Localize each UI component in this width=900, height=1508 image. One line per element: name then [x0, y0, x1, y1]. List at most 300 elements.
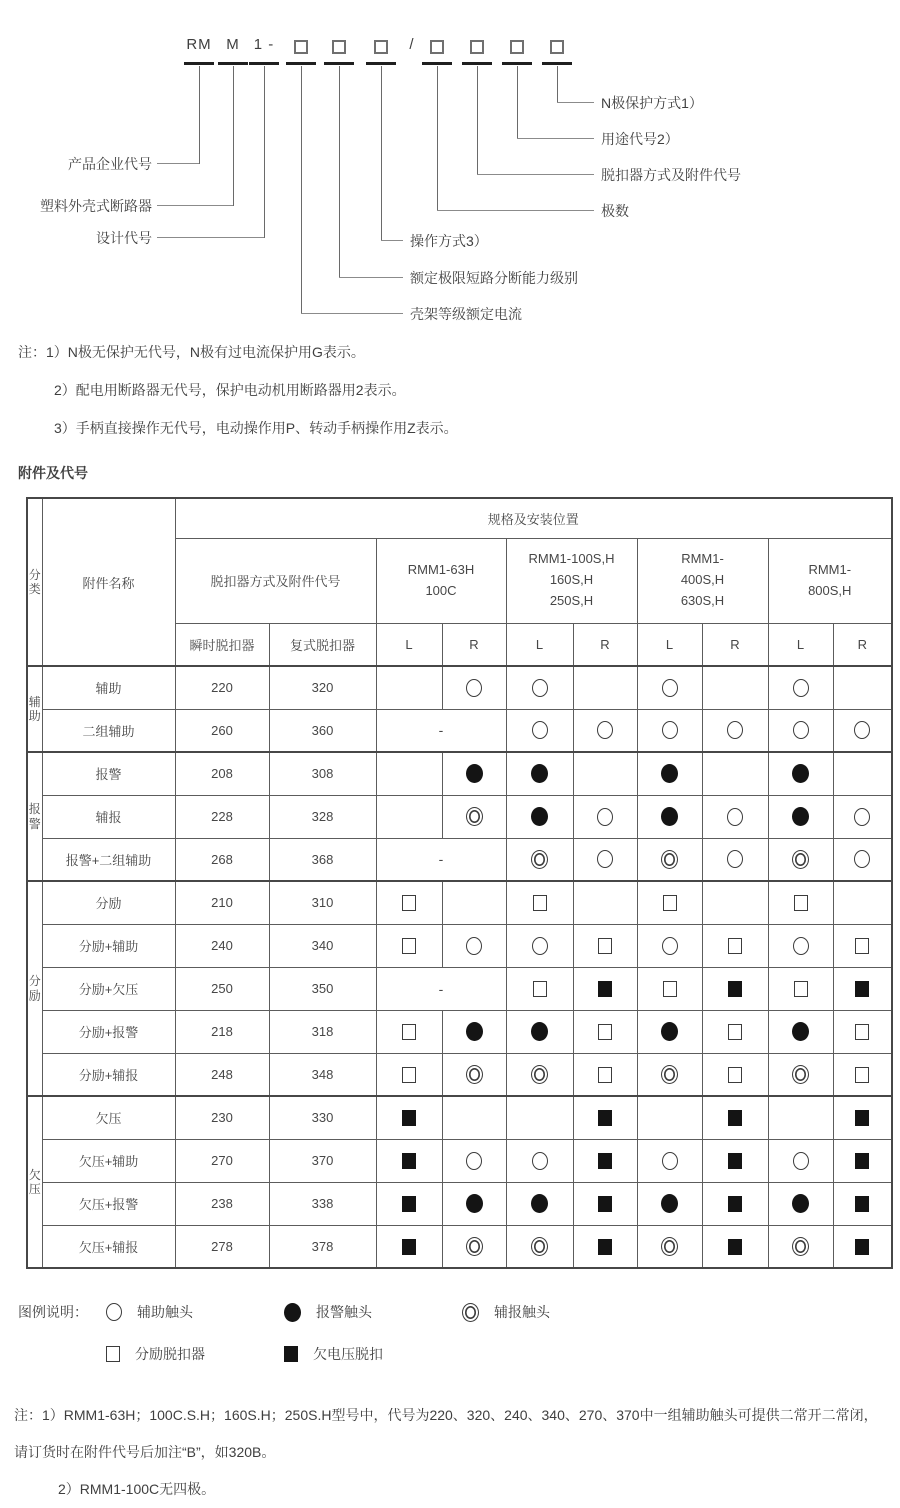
symbol-cell	[573, 1225, 637, 1268]
symbol-cell	[637, 1139, 702, 1182]
symbol-cell	[637, 1182, 702, 1225]
symbol-cell	[833, 752, 892, 795]
instant-trip-code-cell: 210	[175, 881, 269, 924]
leader-horizontal-line	[157, 205, 233, 206]
undervoltage-release-symbol	[598, 1153, 612, 1169]
compound-trip-code-cell: 370	[269, 1139, 376, 1182]
alarm-contact-symbol	[531, 1194, 548, 1213]
symbol-cell	[833, 795, 892, 838]
leader-vertical-line	[233, 66, 234, 206]
aux-alarm-contact-symbol	[466, 807, 483, 826]
legend-row	[18, 1333, 900, 1375]
accessory-name-cell: 分励+辅助	[42, 924, 175, 967]
symbol-cell	[376, 1182, 442, 1225]
symbol-cell	[833, 1225, 892, 1268]
uv-legend-symbol	[284, 1346, 298, 1362]
trip-mode-header: 脱扣器方式及附件代号	[175, 538, 376, 623]
symbol-cell	[833, 1139, 892, 1182]
alarm-contact-symbol	[531, 1022, 548, 1041]
table-row	[27, 1010, 892, 1053]
undervoltage-release-symbol	[728, 981, 742, 997]
aux-contact-symbol	[793, 679, 809, 697]
aux-contact-symbol	[793, 937, 809, 955]
leader-vertical-line	[301, 66, 302, 314]
compound-trip-code-cell: 320	[269, 666, 376, 709]
symbol-cell	[506, 1096, 573, 1139]
shunt-release-symbol	[794, 981, 808, 997]
symbol-cell	[833, 1096, 892, 1139]
symbol-cell	[573, 838, 637, 881]
symbol-cell	[442, 666, 506, 709]
symbol-cell	[506, 1139, 573, 1182]
symbol-cell	[506, 881, 573, 924]
legend-item-label: 报警触头	[316, 1304, 372, 1320]
symbol-cell	[702, 1010, 768, 1053]
legend-item-label: 辅报触头	[494, 1304, 550, 1320]
undervoltage-release-symbol	[855, 1110, 869, 1126]
shunt-release-symbol	[402, 1067, 416, 1083]
undervoltage-release-symbol	[728, 1153, 742, 1169]
accessory-name-cell: 欠压	[42, 1096, 175, 1139]
token-underline	[462, 62, 492, 65]
alarm-contact-symbol	[792, 807, 809, 826]
symbol-cell	[702, 1139, 768, 1182]
mount-side-header: R	[573, 623, 637, 666]
frame-size-header: RMM1-63H 100C	[376, 538, 506, 623]
symbol-cell	[376, 795, 442, 838]
symbol-cell	[376, 1096, 442, 1139]
symbol-cell	[833, 1053, 892, 1096]
undervoltage-release-symbol	[598, 1110, 612, 1126]
symbol-cell	[573, 1053, 637, 1096]
leader-horizontal-line	[157, 163, 199, 164]
aux-contact-symbol	[597, 808, 613, 826]
symbol-cell	[768, 1139, 833, 1182]
table-row	[27, 924, 892, 967]
accessory-name-cell: 欠压+辅报	[42, 1225, 175, 1268]
mount-side-header: R	[833, 623, 892, 666]
code-placeholder-box	[374, 40, 388, 54]
symbol-cell	[506, 924, 573, 967]
symbol-cell	[768, 1053, 833, 1096]
symbol-cell	[702, 795, 768, 838]
undervoltage-release-symbol	[402, 1196, 416, 1212]
legend-item	[284, 1344, 462, 1364]
aux-contact-symbol	[662, 937, 678, 955]
legend-item-label: 分励脱扣器	[135, 1346, 205, 1362]
symbol-cell	[376, 709, 506, 752]
instant-trip-code-cell: 270	[175, 1139, 269, 1182]
aux-alarm-contact-symbol	[466, 1065, 483, 1084]
shunt-release-symbol	[728, 1067, 742, 1083]
symbol-cell	[768, 838, 833, 881]
symbol-cell	[506, 1053, 573, 1096]
symbol-cell	[376, 967, 506, 1010]
symbol-cell	[506, 1182, 573, 1225]
table-row	[27, 1225, 892, 1268]
symbol-cell	[376, 1225, 442, 1268]
aux-contact-symbol	[466, 937, 482, 955]
diagram-label: 设计代号	[96, 230, 152, 246]
aux-contact-symbol	[532, 937, 548, 955]
symbol-cell	[833, 924, 892, 967]
compound-trip-code-cell: 350	[269, 967, 376, 1010]
aux-alarm-contact-symbol	[792, 1065, 809, 1084]
dash-mark: -	[438, 980, 444, 997]
symbol-cell	[768, 709, 833, 752]
leader-vertical-line	[437, 66, 438, 211]
undervoltage-release-symbol	[402, 1239, 416, 1255]
symbol-cell	[833, 881, 892, 924]
symbol-cell	[506, 795, 573, 838]
symbol-cell	[637, 752, 702, 795]
undervoltage-release-symbol	[855, 1153, 869, 1169]
token-underline	[502, 62, 532, 65]
code-placeholder-box	[510, 40, 524, 54]
instant-trip-code-cell: 268	[175, 838, 269, 881]
mount-side-header: L	[637, 623, 702, 666]
alarm-contact-symbol	[792, 1022, 809, 1041]
code-token: 1 -	[253, 36, 275, 53]
code-token: M	[226, 36, 240, 53]
symbol-cell	[376, 1053, 442, 1096]
symbol-cell	[573, 881, 637, 924]
code-token: /	[409, 36, 415, 53]
compound-trip-code-cell: 328	[269, 795, 376, 838]
diagram-label: 极数	[601, 203, 629, 219]
accessory-name-cell: 辅报	[42, 795, 175, 838]
dash-mark: -	[438, 722, 444, 739]
symbol-cell	[442, 924, 506, 967]
symbol-cell	[637, 838, 702, 881]
table-row	[27, 752, 892, 795]
aux-contact-symbol	[854, 850, 870, 868]
diagram-label: N极保护方式1）	[601, 95, 703, 111]
aux-alarm-contact-symbol	[792, 1237, 809, 1256]
code-placeholder-box	[332, 40, 346, 54]
symbol-cell	[442, 752, 506, 795]
symbol-cell	[376, 752, 442, 795]
diagram-label: 额定极限短路分断能力级别	[410, 270, 578, 286]
category-cell: 欠 压	[27, 1096, 42, 1268]
symbol-cell	[833, 967, 892, 1010]
symbol-cell	[833, 1182, 892, 1225]
symbol-cell	[702, 838, 768, 881]
shunt-release-symbol	[533, 895, 547, 911]
alarm-contact-symbol	[792, 1194, 809, 1213]
aux-alarm-contact-symbol	[661, 1065, 678, 1084]
aux-contact-symbol	[727, 721, 743, 739]
instant-trip-code-cell: 240	[175, 924, 269, 967]
symbol-cell	[702, 666, 768, 709]
symbol-cell	[442, 1139, 506, 1182]
section-title: 附件及代号	[18, 465, 88, 481]
aux-contact-symbol	[532, 1152, 548, 1170]
token-underline	[366, 62, 396, 65]
leader-vertical-line	[339, 66, 340, 278]
symbol-cell	[637, 1053, 702, 1096]
symbol-cell	[768, 795, 833, 838]
aux-legend-symbol	[106, 1303, 122, 1321]
symbol-cell	[506, 666, 573, 709]
instant-trip-code-cell: 248	[175, 1053, 269, 1096]
symbol-cell	[573, 795, 637, 838]
alarm-contact-symbol	[466, 1022, 483, 1041]
aux-contact-symbol	[597, 721, 613, 739]
instant-trip-code-cell: 208	[175, 752, 269, 795]
instant-trip-code-cell: 238	[175, 1182, 269, 1225]
compound-trip-code-cell: 310	[269, 881, 376, 924]
symbol-cell	[833, 1010, 892, 1053]
symbol-cell	[442, 881, 506, 924]
accessory-name-cell: 分励	[42, 881, 175, 924]
symbol-cell	[702, 1225, 768, 1268]
undervoltage-release-symbol	[598, 1196, 612, 1212]
aux-contact-symbol	[662, 721, 678, 739]
alarm-contact-symbol	[466, 764, 483, 783]
shunt-release-symbol	[402, 938, 416, 954]
compound-trip-code-cell: 330	[269, 1096, 376, 1139]
shunt-legend-symbol	[106, 1346, 120, 1362]
bottom-note-line: 注：1）RMM1-63H；100C.S.H；160S.H；250S.H型号中，代号为220、320、240、340、270、370中一组辅助触头可提供二常开二常闭，请订货时在附件代号后加注“B”，如320B。	[14, 1407, 878, 1461]
symbol-cell	[573, 924, 637, 967]
leader-horizontal-line	[301, 313, 403, 314]
symbol-cell	[637, 924, 702, 967]
table-row	[27, 709, 892, 752]
undervoltage-release-symbol	[598, 981, 612, 997]
aux-contact-symbol	[662, 679, 678, 697]
symbol-cell	[702, 752, 768, 795]
symbol-cell	[376, 838, 506, 881]
token-underline	[249, 62, 279, 65]
token-underline	[286, 62, 316, 65]
aux-contact-symbol	[854, 721, 870, 739]
symbol-cell	[702, 1182, 768, 1225]
legend-item-label: 辅助触头	[137, 1304, 193, 1320]
undervoltage-release-symbol	[855, 981, 869, 997]
symbol-cell	[768, 666, 833, 709]
symbol-cell	[637, 795, 702, 838]
shunt-release-symbol	[663, 981, 677, 997]
aux-alarm-contact-symbol	[792, 850, 809, 869]
symbol-cell	[442, 1182, 506, 1225]
aux-contact-symbol	[727, 808, 743, 826]
symbol-cell	[702, 924, 768, 967]
legend-item	[106, 1302, 284, 1322]
shunt-release-symbol	[663, 895, 677, 911]
table-row	[27, 838, 892, 881]
symbol-cell	[573, 666, 637, 709]
symbol-cell	[506, 709, 573, 752]
alarm-contact-symbol	[531, 807, 548, 826]
symbol-cell	[702, 1096, 768, 1139]
symbol-cell	[442, 795, 506, 838]
aux-contact-symbol	[793, 1152, 809, 1170]
diagram-label: 用途代号2）	[601, 131, 679, 147]
symbol-cell	[573, 1182, 637, 1225]
accessory-name-cell: 报警	[42, 752, 175, 795]
accessory-name-cell: 辅助	[42, 666, 175, 709]
compound-trip-code-cell: 338	[269, 1182, 376, 1225]
symbol-cell	[637, 709, 702, 752]
note-line: 注：1）N极无保护无代号，N极有过电流保护用G表示。	[18, 344, 365, 360]
dash-mark: -	[438, 851, 444, 868]
aux-contact-symbol	[532, 679, 548, 697]
alarm-legend-symbol	[284, 1303, 301, 1322]
aux-alarm-contact-symbol	[661, 850, 678, 869]
frame-size-header: RMM1- 400S,H 630S,H	[637, 538, 768, 623]
symbol-cell	[768, 752, 833, 795]
symbol-cell	[768, 881, 833, 924]
code-placeholder-box	[430, 40, 444, 54]
diagram-label: 产品企业代号	[68, 156, 152, 172]
symbol-cell	[573, 1139, 637, 1182]
symbol-cell	[442, 1053, 506, 1096]
aux-contact-symbol	[532, 721, 548, 739]
legend-row	[18, 1291, 900, 1333]
legend-item-label: 欠电压脱扣	[313, 1346, 383, 1362]
symbol-cell	[637, 967, 702, 1010]
diagram-label: 脱扣器方式及附件代号	[601, 167, 741, 183]
symbol-cell	[702, 881, 768, 924]
token-underline	[184, 62, 214, 65]
symbol-cell	[506, 967, 573, 1010]
class-column-header: 分 类	[27, 498, 42, 666]
shunt-release-symbol	[728, 938, 742, 954]
mount-side-header: L	[768, 623, 833, 666]
leader-horizontal-line	[557, 102, 594, 103]
designation-notes	[0, 343, 900, 437]
leader-vertical-line	[199, 66, 200, 164]
shunt-release-symbol	[855, 938, 869, 954]
leader-horizontal-line	[339, 277, 403, 278]
mount-side-header: R	[442, 623, 506, 666]
leader-vertical-line	[264, 66, 265, 238]
leader-vertical-line	[381, 66, 382, 241]
aux-contact-symbol	[662, 1152, 678, 1170]
symbol-cell	[506, 838, 573, 881]
instant-trip-code-cell: 220	[175, 666, 269, 709]
symbol-cell	[376, 1010, 442, 1053]
accessory-name-cell: 分励+欠压	[42, 967, 175, 1010]
dbl-legend-symbol	[462, 1303, 479, 1322]
table-row	[27, 1139, 892, 1182]
symbol-cell	[637, 1225, 702, 1268]
alarm-contact-symbol	[466, 1194, 483, 1213]
table-row	[27, 881, 892, 924]
symbol-legend	[18, 1291, 900, 1375]
diagram-label: 塑料外壳式断路器	[40, 198, 152, 214]
leader-vertical-line	[517, 66, 518, 139]
compound-trip-code-cell: 360	[269, 709, 376, 752]
undervoltage-release-symbol	[728, 1110, 742, 1126]
code-token: RM	[186, 36, 212, 53]
symbol-cell	[768, 1010, 833, 1053]
mount-side-header: R	[702, 623, 768, 666]
symbol-cell	[376, 881, 442, 924]
symbol-cell	[702, 967, 768, 1010]
note-line: 3）手柄直接操作无代号，电动操作用P、转动手柄操作用Z表示。	[54, 420, 458, 436]
legend-item	[462, 1302, 640, 1322]
instant-trip-code-cell: 250	[175, 967, 269, 1010]
compound-trip-code-cell: 368	[269, 838, 376, 881]
mount-side-header: L	[506, 623, 573, 666]
instant-trip-code-cell: 278	[175, 1225, 269, 1268]
symbol-cell	[376, 924, 442, 967]
symbol-cell	[637, 666, 702, 709]
undervoltage-release-symbol	[855, 1239, 869, 1255]
leader-vertical-line	[477, 66, 478, 175]
symbol-cell	[573, 967, 637, 1010]
compound-trip-code-cell: 318	[269, 1010, 376, 1053]
symbol-cell	[833, 666, 892, 709]
instant-trip-code-cell: 218	[175, 1010, 269, 1053]
shunt-release-symbol	[402, 1024, 416, 1040]
alarm-contact-symbol	[531, 764, 548, 783]
aux-alarm-contact-symbol	[531, 1237, 548, 1256]
token-underline	[422, 62, 452, 65]
category-cell: 报 警	[27, 752, 42, 881]
mount-side-header: L	[376, 623, 442, 666]
bottom-note-line: 2）RMM1-100C无四极。	[58, 1481, 216, 1498]
symbol-cell	[833, 838, 892, 881]
accessory-name-cell: 欠压+辅助	[42, 1139, 175, 1182]
legend-title: 图例说明：	[18, 1304, 88, 1320]
symbol-cell	[702, 1053, 768, 1096]
spec-position-header: 规格及安装位置	[175, 498, 892, 538]
table-row	[27, 1096, 892, 1139]
frame-size-header: RMM1- 800S,H	[768, 538, 892, 623]
symbol-cell	[637, 1096, 702, 1139]
symbol-cell	[637, 881, 702, 924]
symbol-cell	[442, 1225, 506, 1268]
undervoltage-release-symbol	[598, 1239, 612, 1255]
aux-contact-symbol	[727, 850, 743, 868]
instant-trip-code-cell: 260	[175, 709, 269, 752]
code-placeholder-box	[294, 40, 308, 54]
aux-alarm-contact-symbol	[531, 850, 548, 869]
undervoltage-release-symbol	[855, 1196, 869, 1212]
leader-horizontal-line	[381, 240, 403, 241]
symbol-cell	[573, 709, 637, 752]
aux-alarm-contact-symbol	[661, 1237, 678, 1256]
note-line: 2）配电用断路器无代号，保护电动机用断路器用2表示。	[54, 382, 406, 398]
model-designation-diagram	[0, 0, 900, 335]
diagram-label: 操作方式3）	[410, 233, 488, 249]
symbol-cell	[376, 1139, 442, 1182]
compound-trip-code-cell: 378	[269, 1225, 376, 1268]
token-underline	[218, 62, 248, 65]
trip-type-header: 瞬时脱扣器	[175, 623, 269, 666]
aux-contact-symbol	[854, 808, 870, 826]
shunt-release-symbol	[855, 1067, 869, 1083]
accessory-name-cell: 分励+报警	[42, 1010, 175, 1053]
shunt-release-symbol	[728, 1024, 742, 1040]
aux-contact-symbol	[793, 721, 809, 739]
code-placeholder-box	[470, 40, 484, 54]
shunt-release-symbol	[598, 1067, 612, 1083]
alarm-contact-symbol	[792, 764, 809, 783]
category-cell: 分 励	[27, 881, 42, 1096]
table-row	[27, 1182, 892, 1225]
compound-trip-code-cell: 308	[269, 752, 376, 795]
trip-type-header: 复式脱扣器	[269, 623, 376, 666]
aux-contact-symbol	[597, 850, 613, 868]
symbol-cell	[768, 1096, 833, 1139]
instant-trip-code-cell: 228	[175, 795, 269, 838]
table-row	[27, 1053, 892, 1096]
undervoltage-release-symbol	[728, 1196, 742, 1212]
